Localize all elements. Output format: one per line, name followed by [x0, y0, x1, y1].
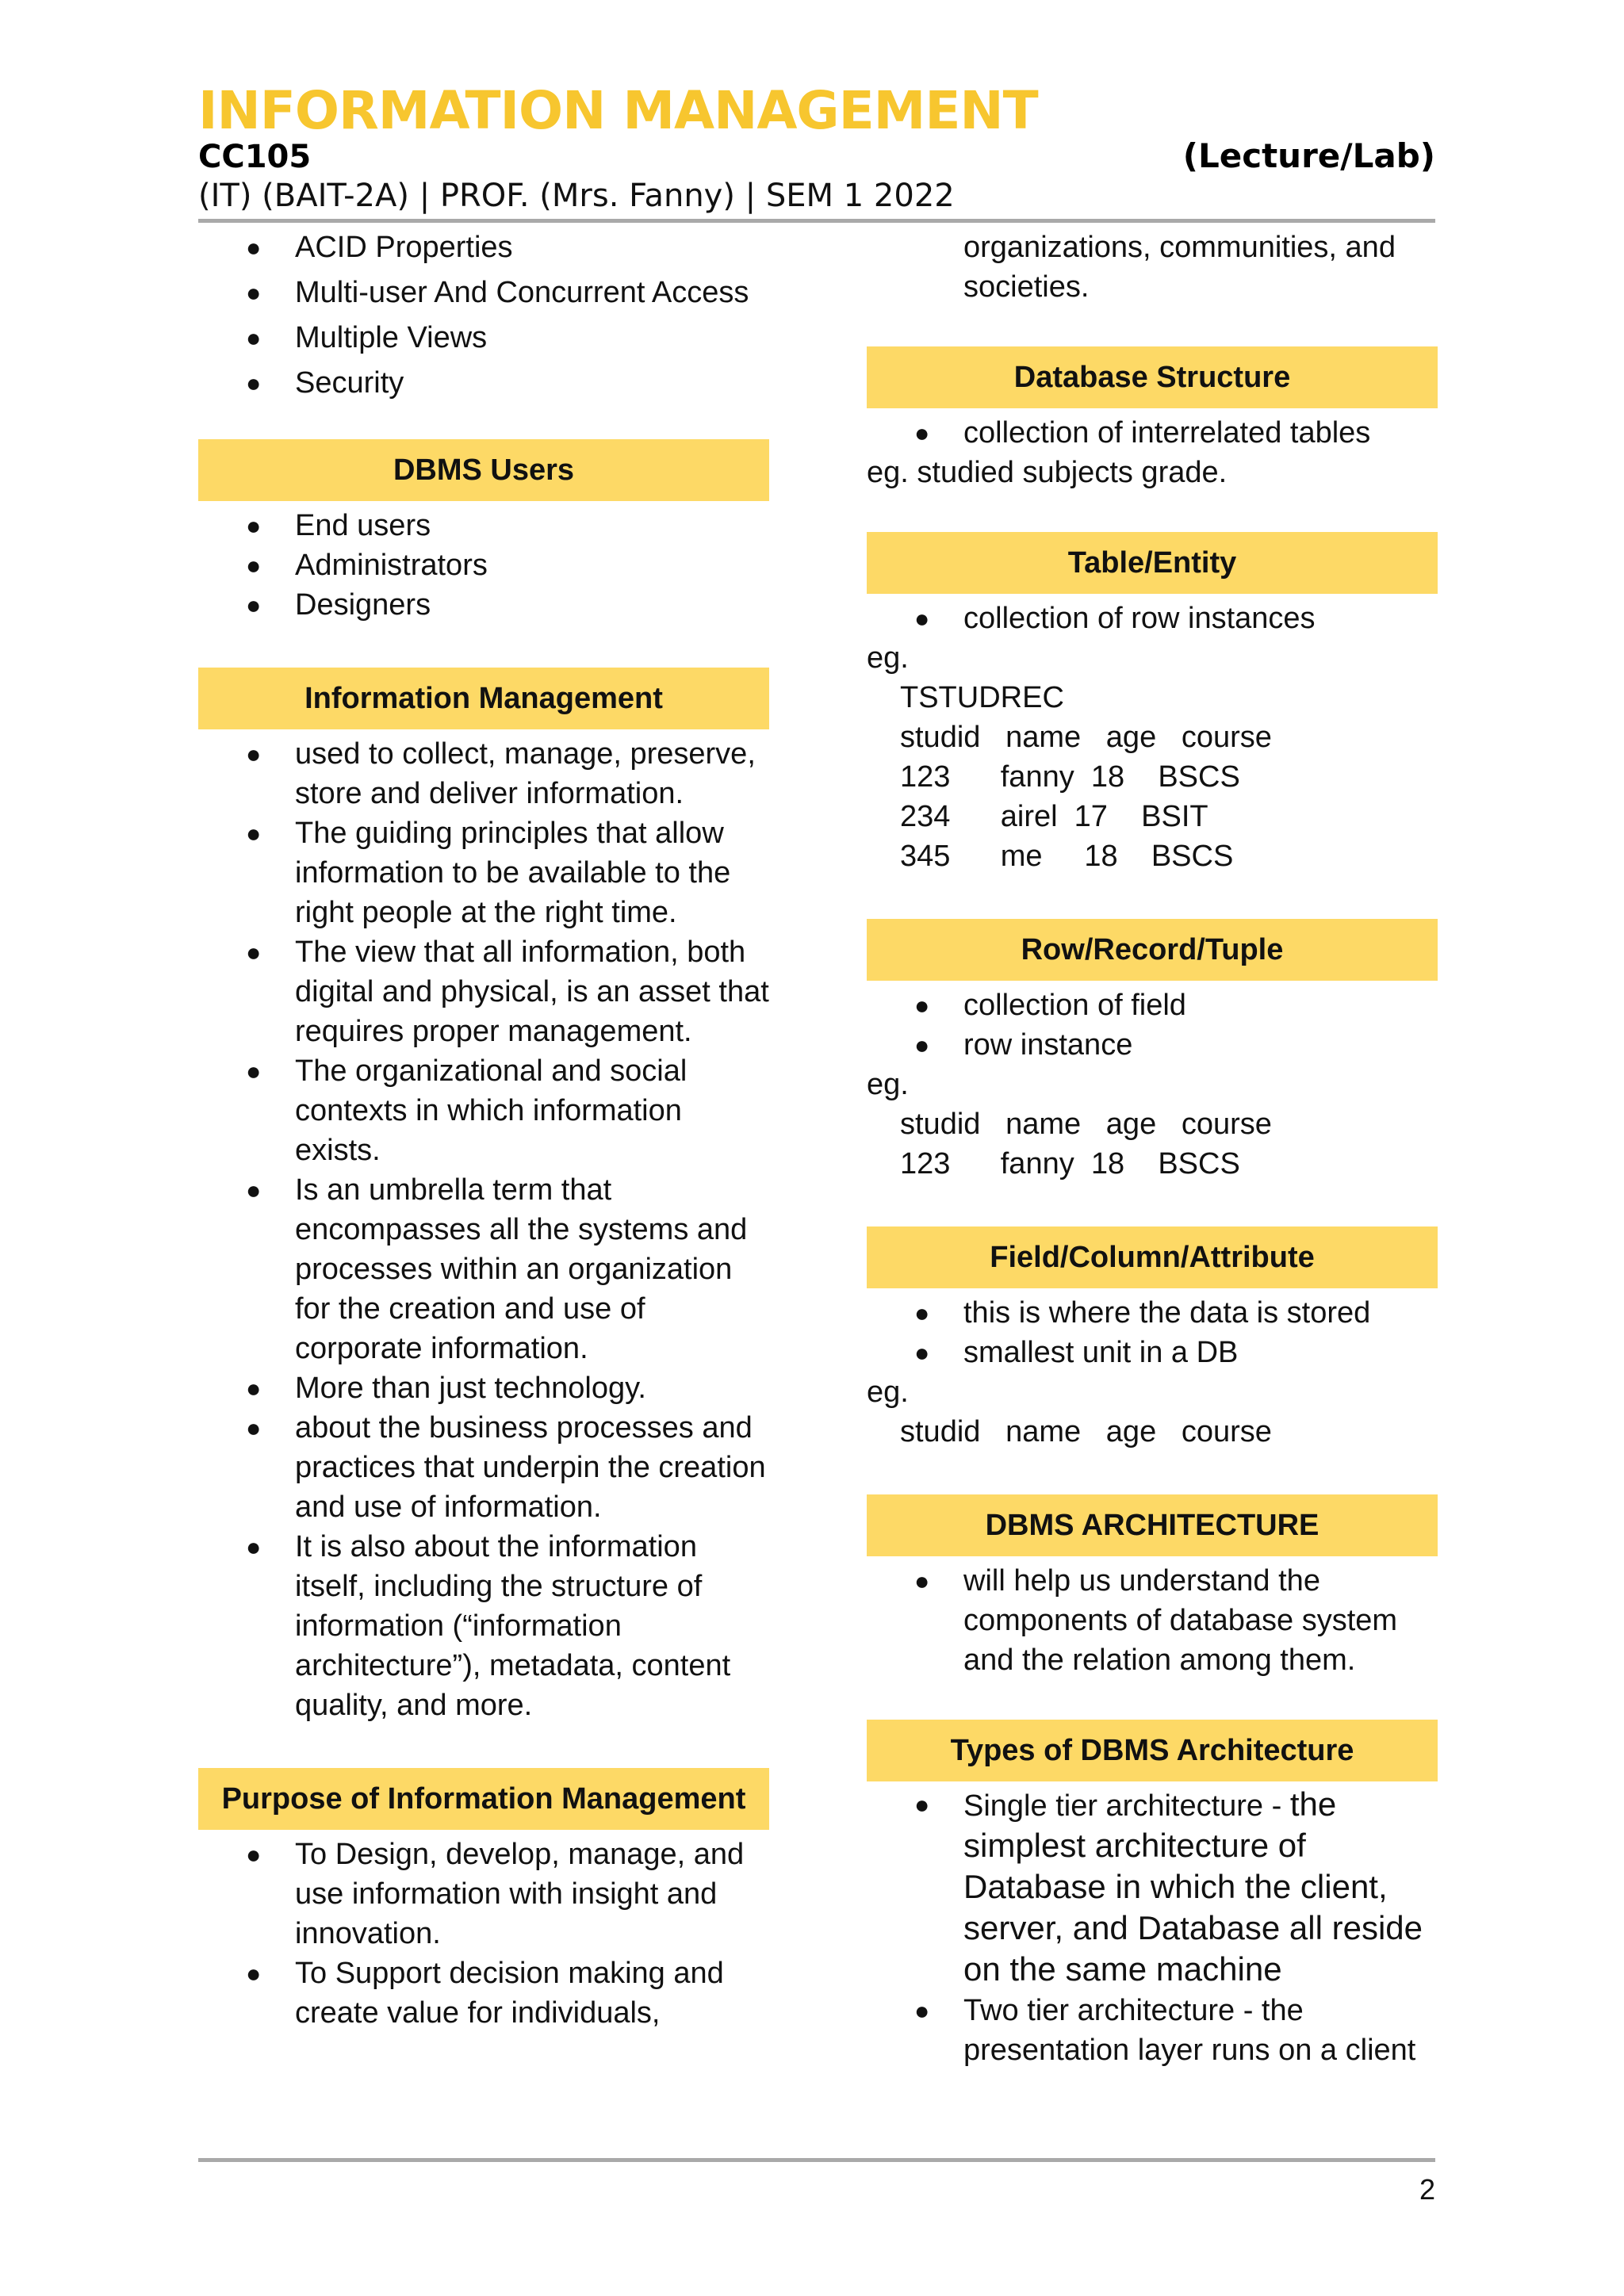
list-item: ● To Design, develop, manage, and use information with insight and innovation.: [198, 1835, 769, 1954]
list-item: ● Security: [198, 361, 769, 406]
example-text: eg. studied subjects grade.: [867, 456, 1228, 489]
page-number: 2: [1419, 2173, 1435, 2206]
list-item: ● will help us understand the components of database system and the relation among them.: [867, 1561, 1438, 1680]
list-item: ● The organizational and social contexts in which information exists.: [198, 1051, 769, 1170]
purpose-list: [198, 1835, 769, 2033]
eg-label: eg.: [867, 641, 909, 675]
footer-divider: [198, 2158, 1435, 2162]
document-header: [198, 79, 1435, 216]
field-column-list: [867, 1293, 1438, 1372]
right-column: [867, 222, 1438, 2070]
lecture-label: (Lecture/Lab): [1182, 136, 1435, 175]
types-architecture-list: [867, 1785, 1438, 2070]
course-meta: (IT) (BAIT-2A) | PROF. (Mrs. Fanny) | SEM 1 2022: [198, 178, 955, 214]
example-line: TSTUDREC: [900, 681, 1064, 714]
section-heading-dbms-architecture: DBMS ARCHITECTURE: [867, 1494, 1438, 1556]
example-line: 234 airel 17 BSIT: [900, 800, 1208, 833]
example-line: studid name age course: [900, 1108, 1272, 1141]
eg-label: eg.: [867, 1068, 909, 1101]
example-line: 123 fanny 18 BSCS: [900, 760, 1240, 794]
list-item: ● Designers: [198, 585, 769, 625]
list-item: ● collection of interrelated tables: [867, 413, 1438, 453]
list-item: [867, 1785, 1438, 1991]
list-item: ● about the business processes and practices that underpin the creation and use of information.: [198, 1408, 769, 1527]
section-heading-field-column: Field/Column/Attribute: [867, 1226, 1438, 1288]
section-heading-purpose: Purpose of Information Management: [198, 1768, 769, 1830]
list-item: ● It is also about the information itself, including the structure of information (“information architecture”), metadata, content quality, and more.: [198, 1527, 769, 1725]
section-heading-types-of-architecture: Types of DBMS Architecture: [867, 1720, 1438, 1781]
item-text: the presentation layer runs on a client: [963, 1994, 1416, 2067]
section-heading-dbms-users: DBMS Users: [198, 439, 769, 501]
list-item: ● Multi-user And Concurrent Access: [198, 270, 769, 316]
dbms-users-list: [198, 506, 769, 625]
list-item: [867, 1991, 1438, 2070]
document-title: INFORMATION MANAGEMENT: [198, 80, 1038, 141]
list-item: ● To Support decision making and create value for individuals,: [198, 1954, 769, 2033]
list-item: ● End users: [198, 506, 769, 545]
list-item: ● smallest unit in a DB: [867, 1333, 1438, 1372]
list-item: ● More than just technology.: [198, 1368, 769, 1408]
example-line: 345 me 18 BSCS: [900, 840, 1234, 873]
course-row: [198, 138, 1435, 175]
row-record-list: [867, 985, 1438, 1065]
list-item: ● used to collect, manage, preserve, store and deliver information.: [198, 734, 769, 813]
list-item: ● row instance: [867, 1025, 1438, 1065]
section-heading-information-management: Information Management: [198, 668, 769, 729]
database-structure-list: [867, 413, 1438, 453]
item-lead: Two tier architecture -: [963, 1994, 1262, 2027]
table-entity-list: [867, 599, 1438, 638]
list-item: ● Multiple Views: [198, 316, 769, 361]
section-heading-row-record-tuple: Row/Record/Tuple: [867, 919, 1438, 981]
section-heading-table-entity: Table/Entity: [867, 532, 1438, 594]
example-line: studid name age course: [900, 1415, 1272, 1448]
eg-label: eg.: [867, 1376, 909, 1409]
list-item: ● collection of row instances: [867, 599, 1438, 638]
list-item: ● ACID Properties: [198, 225, 769, 270]
list-item: ● Is an umbrella term that encompasses all the systems and processes within an organization for the creation and use of corporate information.: [198, 1170, 769, 1368]
information-management-list: [198, 734, 769, 1725]
item-lead: Single tier architecture -: [963, 1789, 1290, 1823]
item-text: the simplest architecture of Database in which the client, server, and Database all reside on the same machine: [963, 1785, 1423, 1988]
list-item: ● The guiding principles that allow information to be available to the right people at the right time.: [198, 813, 769, 932]
dbms-architecture-list: [867, 1561, 1438, 1680]
section-heading-database-structure: Database Structure: [867, 346, 1438, 408]
list-item: ● Administrators: [198, 545, 769, 585]
example-line: studid name age course: [900, 721, 1272, 754]
left-column: [198, 222, 769, 2033]
course-code: CC105: [198, 139, 312, 175]
list-item: ● The view that all information, both digital and physical, is an asset that requires proper management.: [198, 932, 769, 1051]
list-item: ● this is where the data is stored: [867, 1293, 1438, 1333]
continuation-text: organizations, communities, and societies.: [963, 231, 1396, 304]
list-item: ● collection of field: [867, 985, 1438, 1025]
feature-list: [198, 225, 769, 406]
example-line: 123 fanny 18 BSCS: [900, 1147, 1240, 1181]
